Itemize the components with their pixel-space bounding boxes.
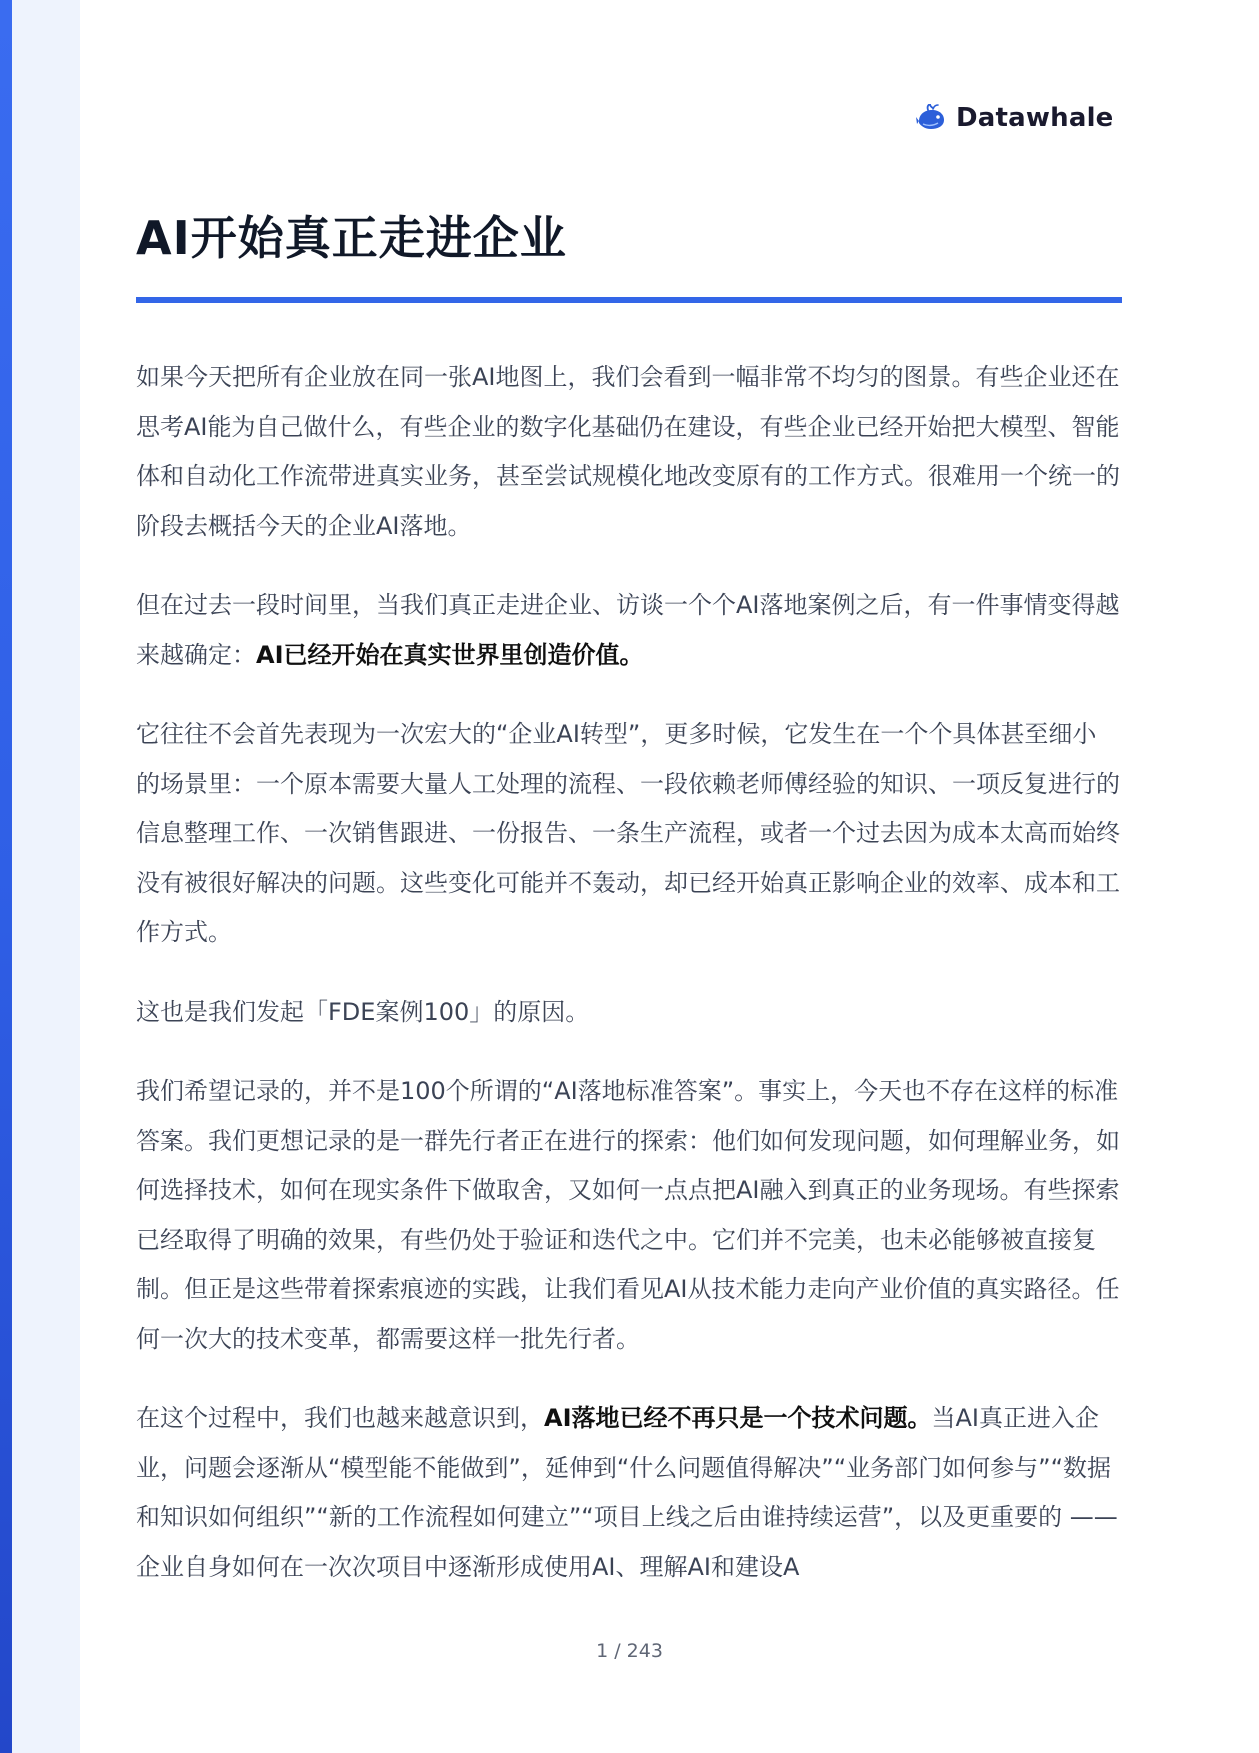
highlight-text: AI落地已经不再只是一个技术问题。 (544, 1404, 932, 1432)
paragraph: 这也是我们发起「FDE案例100」的原因。 (136, 997, 590, 1026)
paragraph: 在这个过程中，我们也越来越意识到，AI落地已经不再只是一个技术问题。当AI真正进入企业，问题会逐渐从“模型能不能做到”，延伸到“什么问题值得解决”“业务部门如何参与”“数据和知识如何组织”“新的工作流程如何建立”“项目上线之后由谁持续运营”，以及更重要的 —— 企业自身如何在一次次项目中逐渐形成使用AI、理解AI和建设A (136, 1404, 1118, 1581)
whale-icon (916, 104, 948, 132)
highlight-text: AI已经开始在真实世界里创造价值。 (256, 640, 644, 669)
article-body (136, 353, 1120, 1622)
paragraph: 我们希望记录的，并不是100个所谓的“AI落地标准答案”。事实上，今天也不存在这样的标准答案。我们更想记录的是一群先行者正在进行的探索：他们如何发现问题，如何理解业务，如何选择技术，如何在现实条件下做取舍，又如何一点点把AI融入到真正的业务现场。有些探索已经取得了明确的效果，有些仍处于验证和迭代之中。它们并不完美，也未必能够被直接复制。但正是这些带着探索痕迹的实践，让我们看见AI从技术能力走向产业价值的真实路径。任何一次大的技术变革，都需要这样一批先行者。 (136, 1077, 1120, 1353)
left-margin-panel (12, 0, 80, 1753)
brand-logo (916, 100, 1114, 136)
paragraph: 如果今天把所有企业放在同一张AI地图上，我们会看到一幅非常不均匀的图景。有些企业还在思考AI能为自己做什么，有些企业的数字化基础仍在建设，有些企业已经开始把大模型、智能体和自动化工作流带进真实业务，甚至尝试规模化地改变原有的工作方式。很难用一个统一的阶段去概括今天的企业AI落地。 (136, 363, 1120, 540)
paragraph: 但在过去一段时间里，当我们真正走进企业、访谈一个个AI落地案例之后，有一件事情变得越来越确定：AI已经开始在真实世界里创造价值。 (136, 591, 1120, 669)
page-title: AI开始真正走进企业 (136, 211, 567, 265)
title-underline (136, 297, 1122, 303)
left-edge-stripe (0, 0, 12, 1753)
paragraph: 它往往不会首先表现为一次宏大的“企业AI转型”，更多时候，它发生在一个个具体甚至细小的场景里：一个原本需要大量人工处理的流程、一段依赖老师傅经验的知识、一项反复进行的信息整理工作、一次销售跟进、一份报告、一条生产流程，或者一个过去因为成本太高而始终没有被很好解决的问题。这些变化可能并不轰动，却已经开始真正影响企业的效率、成本和工作方式。 (136, 720, 1120, 946)
page-indicator: 1 / 243 (596, 1640, 663, 1662)
brand-name: Datawhale (956, 103, 1114, 133)
